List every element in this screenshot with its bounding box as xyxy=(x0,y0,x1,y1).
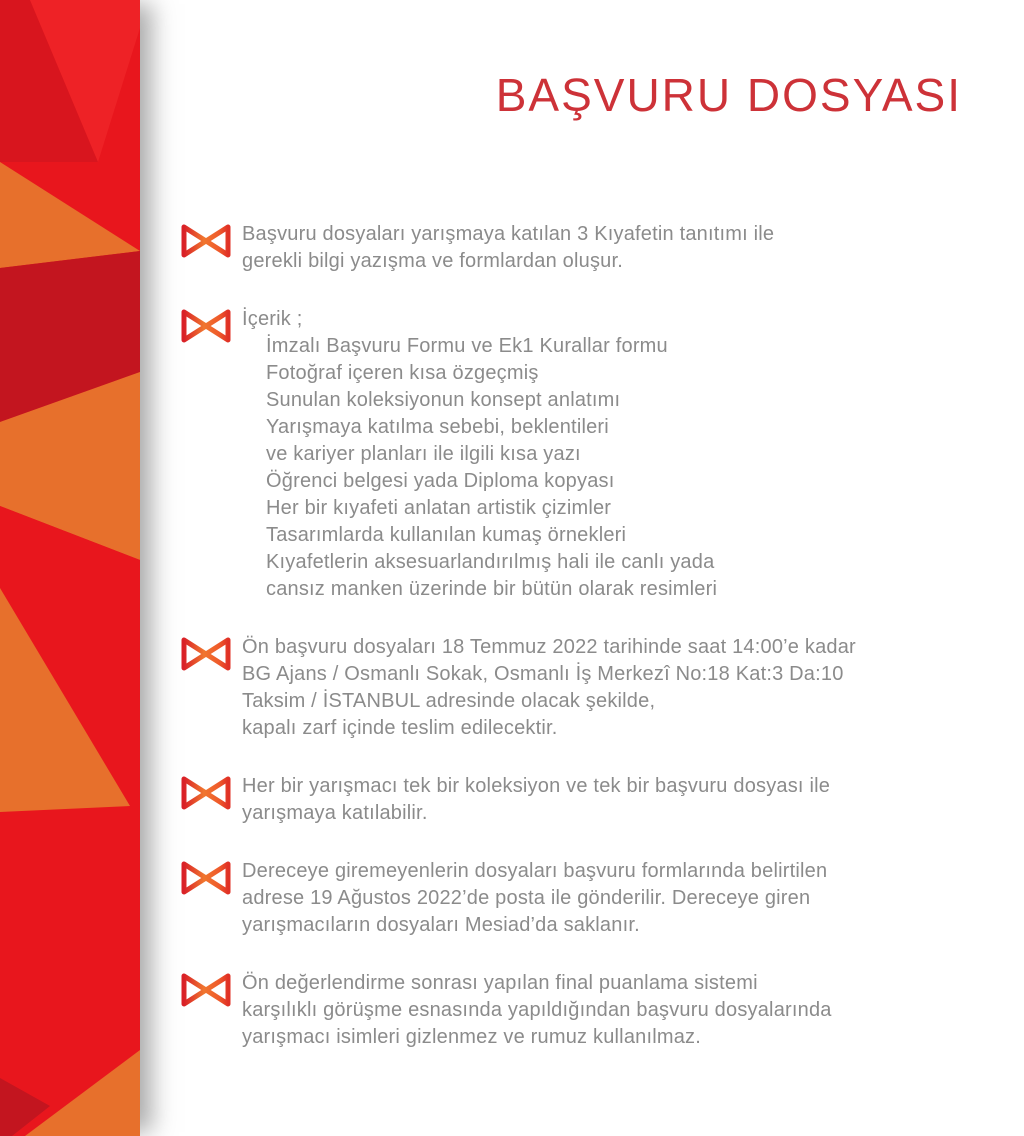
list-item xyxy=(180,858,1000,939)
bullet-list xyxy=(180,221,1000,1082)
sublist-line: Öğrenci belgesi yada Diploma kopyası xyxy=(266,470,615,492)
text-line: yarışmacıların dosyaları Mesiad’da saklanır. xyxy=(242,914,640,936)
bowtie-icon xyxy=(180,776,232,810)
sidebar-shadow xyxy=(0,0,140,1136)
sublist-line: Sunulan koleksiyonun konsept anlatımı xyxy=(266,389,621,411)
sublist-line: Yarışmaya katılma sebebi, beklentileri xyxy=(266,416,609,438)
text-line: Her bir yarışmacı tek bir koleksiyon ve tek bir başvuru dosyası ile xyxy=(242,775,831,797)
text-line: yarışmacı isimleri gizlenmez ve rumuz kullanılmaz. xyxy=(242,1026,702,1048)
text-line: Taksim / İSTANBUL adresinde olacak şekilde, xyxy=(242,690,656,712)
text-line: Ön başvuru dosyaları 18 Temmuz 2022 tarihinde saat 14:00’e kadar xyxy=(242,636,856,658)
bullet-text xyxy=(242,970,832,1051)
text-line: karşılıklı görüşme esnasında yapıldığından başvuru dosyalarında xyxy=(242,999,832,1021)
sublist-line: İmzalı Başvuru Formu ve Ek1 Kurallar formu xyxy=(266,335,668,357)
list-item xyxy=(180,221,1000,275)
list-item xyxy=(180,970,1000,1051)
sidebar-art xyxy=(0,0,140,1136)
list-item xyxy=(180,306,1000,603)
bowtie-icon xyxy=(180,973,232,1007)
bullet-text xyxy=(242,858,827,939)
bowtie-icon xyxy=(180,861,232,895)
sublist-line: ve kariyer planları ile ilgili kısa yazı xyxy=(266,443,581,465)
bullet-text xyxy=(242,634,856,742)
text-line: gerekli bilgi yazışma ve formlardan oluşur. xyxy=(242,250,623,272)
bullet-text xyxy=(242,221,774,275)
bowtie-icon xyxy=(180,637,232,671)
text-line: yarışmaya katılabilir. xyxy=(242,802,428,824)
sublist-line: Tasarımlarda kullanılan kumaş örnekleri xyxy=(266,524,627,546)
bowtie-icon xyxy=(180,224,232,258)
text-line: Ön değerlendirme sonrası yapılan final puanlama sistemi xyxy=(242,972,758,994)
text-line: Dereceye giremeyenlerin dosyaları başvuru formlarında belirtilen xyxy=(242,860,828,882)
text-line: adrese 19 Ağustos 2022’de posta ile gönderilir. Dereceye giren xyxy=(242,887,811,909)
sublist-line: Her bir kıyafeti anlatan artistik çizimler xyxy=(266,497,612,519)
sublist-line: Kıyafetlerin aksesuarlandırılmış hali ile canlı yada xyxy=(266,551,715,573)
page-title: BAŞVURU DOSYASI xyxy=(495,69,962,121)
list-item xyxy=(180,773,1000,827)
text-line: BG Ajans / Osmanlı Sokak, Osmanlı İş Merkezî No:18 Kat:3 Da:10 xyxy=(242,663,844,685)
text-line: kapalı zarf içinde teslim edilecektir. xyxy=(242,717,558,739)
bullet-text xyxy=(242,773,830,827)
sublist-line: Fotoğraf içeren kısa özgeçmiş xyxy=(266,362,539,384)
list-item xyxy=(180,634,1000,742)
text-line: Başvuru dosyaları yarışmaya katılan 3 Kıyafetin tanıtımı ile xyxy=(242,223,775,245)
bowtie-icon xyxy=(180,309,232,343)
bullet-text xyxy=(242,306,717,603)
sublist-line: cansız manken üzerinde bir bütün olarak resimleri xyxy=(266,578,718,600)
text-line: İçerik ; xyxy=(242,308,303,330)
